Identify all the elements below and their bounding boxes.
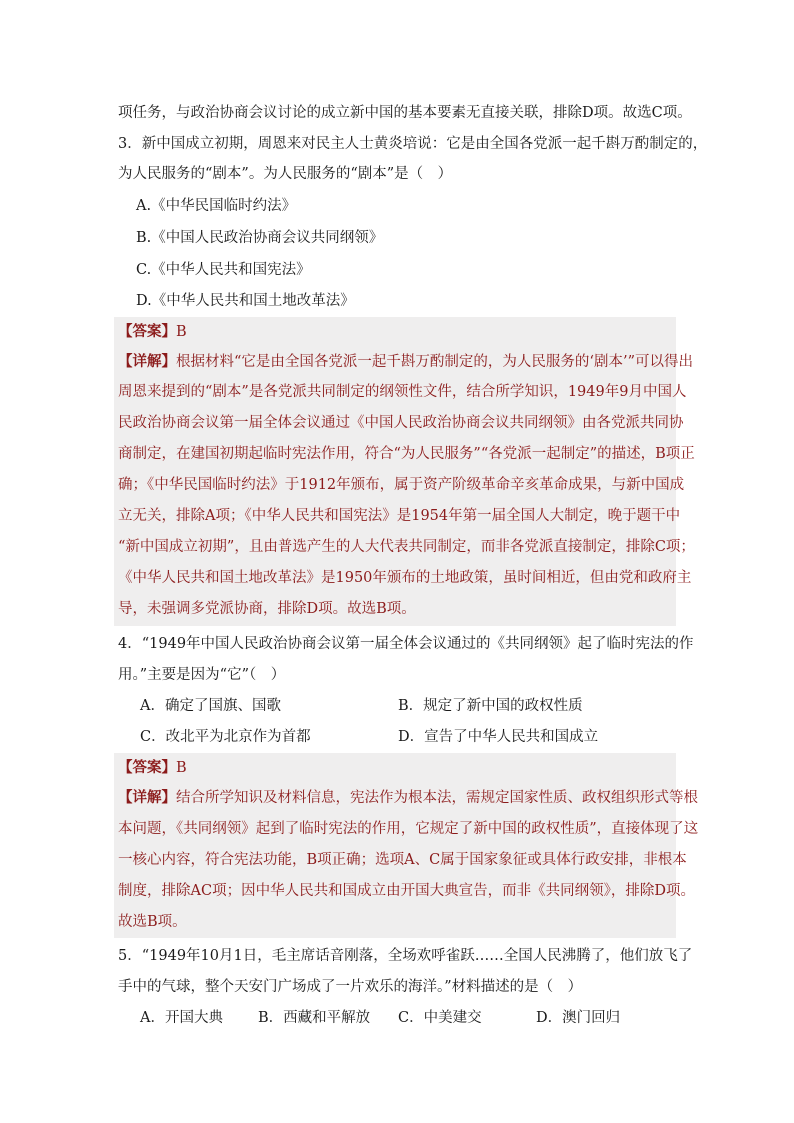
q5-option-c: C．中美建交 (398, 1010, 482, 1026)
q3-detail-line-5: 确；《中华民国临时约法》于1912年颁布，属于资产阶级革命辛亥革命成果，与新中国成 (118, 477, 685, 493)
q3-option-a: A.《中华民国临时约法》 (136, 198, 297, 214)
q4-option-a: A．确定了国旗、国歌 (140, 698, 281, 714)
q4-answer (118, 758, 187, 778)
q4-stem-line-2: 用。”主要是因为“它”（ ） (118, 667, 286, 683)
q4-detail-line-3: 一核心内容，符合宪法功能，B项正确；选项A、C属于国家象征或具体行政安排，非根本 (118, 852, 687, 868)
q3-detail-line-4: 商制定，在建国初期起临时宪法作用，符合“为人民服务”“各党派一起制定”的描述，B项正 (118, 446, 695, 462)
q5-option-b: B．西藏和平解放 (258, 1010, 371, 1026)
q4-answer-value: B (176, 760, 187, 776)
q3-detail-line-3: 民政治协商会议第一届全体会议通过《中国人民政治协商会议共同纲领》由各党派共同协 (118, 415, 684, 431)
q3-answer (118, 322, 187, 342)
q4-detail-line-1 (118, 788, 698, 808)
q3-detail-line-7: “新中国成立初期”，且由普选产生的人大代表共同制定，而非各党派直接制定，排除C项； (118, 539, 695, 555)
q3-detail-line-9: 导，未强调多党派协商，排除D项。故选B项。 (118, 601, 416, 617)
q3-detail-line-6: 立无关，排除A项；《中华人民共和国宪法》是1954年第一届全国人大制定，晚于题干中 (118, 508, 681, 524)
q3-detail-label: 【详解】 (118, 353, 176, 370)
q5-stem-line-2: 手中的气球，整个天安门广场成了一片欢乐的海洋。”材料描述的是（ ） (118, 979, 583, 995)
q4-answer-label: 【答案】 (118, 759, 176, 776)
q4-detail-line-5: 故选B项。 (118, 914, 187, 930)
q3-stem-line-2: 为人民服务的“剧本”。为人民服务的“剧本”是（ ） (118, 166, 453, 182)
q3-detail-line-2: 周恩来提到的“剧本”是各党派共同制定的纲领性文件，结合所学知识，1949年9月中国人 (118, 384, 687, 400)
q3-option-c: C.《中华人民共和国宪法》 (136, 262, 311, 278)
q3-answer-label: 【答案】 (118, 323, 176, 340)
q4-stem-line-1: 4．“1949年中国人民政治协商会议第一届全体会议通过的《共同纲领》起了临时宪法的作 (118, 636, 694, 652)
q3-option-b: B.《中国人民政治协商会议共同纲领》 (136, 230, 384, 246)
q4-detail-line-4: 制度，排除AC项；因中华人民共和国成立由开国大典宣告，而非《共同纲领》，排除D项。 (118, 883, 695, 899)
q3-answer-value: B (176, 324, 187, 340)
continued-text: 项任务，与政治协商会议讨论的成立新中国的基本要素无直接关联，排除D项。故选C项。 (118, 105, 692, 121)
q4-answer-block (114, 753, 676, 938)
q4-detail-line-2: 本问题，《共同纲领》起到了临时宪法的作用，它规定了新中国的政权性质”，直接体现了这 (118, 821, 699, 837)
q4-option-b: B．规定了新中国的政权性质 (398, 698, 583, 714)
q4-detail-label: 【详解】 (118, 789, 176, 806)
q5-stem-line-1: 5．“1949年10月1日，毛主席话音刚落，全场欢呼雀跃……全国人民沸腾了，他们放飞了 (118, 948, 693, 964)
q3-detail-line-1 (118, 352, 693, 372)
q3-detail-line-8: 《中华人民共和国土地改革法》是1950年颁布的土地政策，虽时间相近，但由党和政府主 (118, 570, 692, 586)
q5-option-a: A．开国大典 (140, 1010, 223, 1026)
q3-detail-text: 根据材料“它是由全国各党派一起千斟万酌制定的，为人民服务的‘剧本’”可以得出 (176, 354, 694, 370)
q5-option-d: D．澳门回归 (536, 1010, 621, 1026)
q4-detail-text: 结合所学知识及材料信息，宪法作为根本法，需规定国家性质、政权组织形式等根 (176, 790, 698, 806)
q4-option-c: C．改北平为北京作为首都 (140, 729, 311, 745)
q3-option-d: D.《中华人民共和国土地改革法》 (136, 293, 355, 309)
q3-stem-line-1: 3．新中国成立初期，周恩来对民主人士黄炎培说：它是由全国各党派一起千斟万酌制定的， (118, 136, 708, 152)
q4-option-d: D．宣告了中华人民共和国成立 (398, 729, 599, 745)
